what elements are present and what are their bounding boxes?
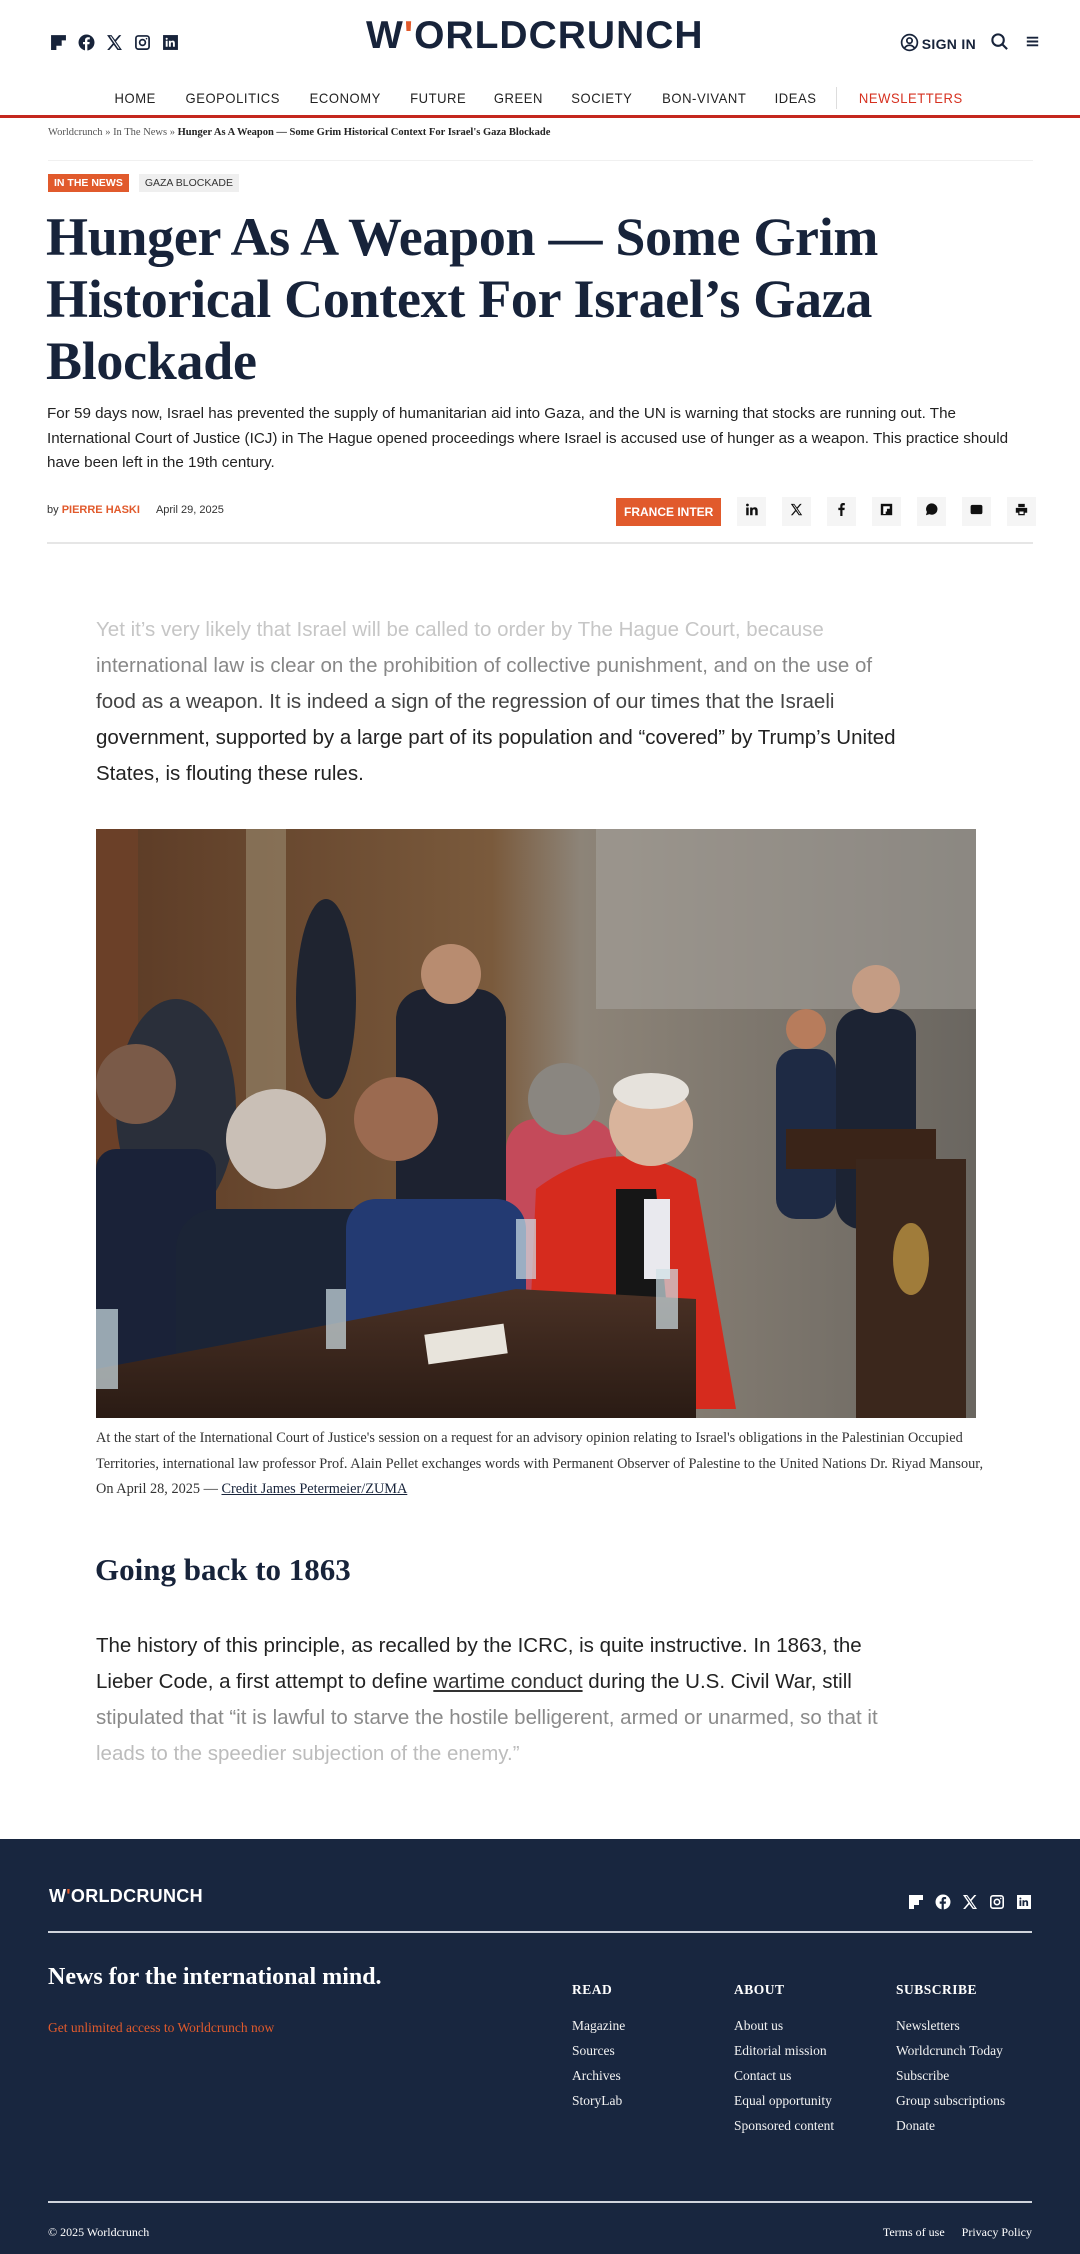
breadcrumb-separator: » <box>105 127 111 138</box>
footer-social-links <box>908 1894 1032 1915</box>
footer-link-equal-opportunity[interactable]: Equal opportunity <box>734 2093 832 2108</box>
paragraph-line: Yet it’s very likely that Israel will be called to order by The Hague Court, because <box>96 618 824 641</box>
share-flipboard-button[interactable] <box>872 497 901 526</box>
facebook-icon <box>835 503 848 521</box>
instagram-icon[interactable] <box>989 1894 1005 1915</box>
logo-accent: ' <box>66 1886 71 1906</box>
nav-item-society[interactable]: SOCIETY <box>571 90 633 106</box>
email-icon <box>970 503 983 521</box>
paragraph-line: leads to the speedier subjection of the enemy.” <box>96 1742 520 1765</box>
paragraph-line: food as a weapon. It is indeed a sign of the regression of our times that the Israeli <box>96 690 835 713</box>
footer-link-sources[interactable]: Sources <box>572 2043 615 2058</box>
nav-item-geopolitics[interactable]: GEOPOLITICS <box>185 90 280 106</box>
share-x-button[interactable] <box>782 497 811 526</box>
courtroom-photo <box>96 829 976 1418</box>
copyright: © 2025 Worldcrunch <box>48 2225 150 2239</box>
footer-link-subscribe[interactable]: Subscribe <box>896 2068 950 2083</box>
whatsapp-icon <box>925 503 938 521</box>
footer-column-heading: SUBSCRIBE <box>896 1982 978 1997</box>
search-icon[interactable] <box>990 32 1009 56</box>
footer-link-storylab[interactable]: StoryLab <box>572 2093 623 2108</box>
footer-column-heading: READ <box>572 1982 613 1997</box>
paragraph-line: government, supported by a large part of its population and “covered” by Trump’s United <box>96 726 896 749</box>
section-heading: Going back to 1863 <box>95 1552 351 1587</box>
facebook-icon[interactable] <box>935 1894 951 1915</box>
article-dek: For 59 days now, Israel has prevented the supply of humanitarian aid into Gaza, and the UN is warning that stocks are running out. The International Court of Justice (ICJ) in The Hague opened proceedings where Israel is accused use of hunger as a weapon. This practice should have been left in the 19th century. <box>47 405 1009 471</box>
nav-item-bon-vivant[interactable]: BON-VIVANT <box>661 90 746 106</box>
logo-accent: ' <box>403 14 415 57</box>
privacy-policy-link[interactable]: Privacy Policy <box>961 2225 1032 2239</box>
linkedin-icon[interactable] <box>1016 1894 1032 1915</box>
nav-divider <box>836 87 837 109</box>
wartime-conduct-link[interactable]: wartime conduct <box>433 1670 583 1693</box>
legal-links <box>883 2225 1032 2240</box>
x-icon <box>790 503 803 521</box>
breadcrumb-home[interactable]: Worldcrunch <box>48 127 103 138</box>
share-bar <box>616 497 1036 526</box>
article-title: Hunger As A Weapon — Some Grim Historical Context For Israel’s Gaza Blockade <box>46 207 879 391</box>
footer-column-read <box>572 1982 625 2113</box>
share-facebook-button[interactable] <box>827 497 856 526</box>
footer-link-group-subscriptions[interactable]: Group subscriptions <box>896 2093 1006 2108</box>
footer-link-about-us[interactable]: About us <box>734 2018 784 2033</box>
tag-gaza-blockade[interactable]: GAZA BLOCKADE <box>139 174 239 192</box>
share-email-button[interactable] <box>962 497 991 526</box>
main-navigation <box>0 86 1080 114</box>
footer-link-donate[interactable]: Donate <box>896 2118 935 2133</box>
divider <box>48 160 1033 161</box>
site-header <box>0 0 1080 80</box>
image-caption <box>96 1426 996 1503</box>
byline-prefix: by <box>47 504 59 516</box>
instagram-icon[interactable] <box>134 34 151 51</box>
menu-icon[interactable] <box>1023 32 1042 56</box>
hero-image[interactable] <box>96 829 976 1418</box>
header-actions <box>900 32 1042 56</box>
x-icon[interactable] <box>962 1894 978 1915</box>
breadcrumb <box>48 127 550 138</box>
nav-item-newsletters[interactable]: NEWSLETTERS <box>859 90 963 106</box>
linkedin-icon <box>745 503 758 521</box>
terms-of-use-link[interactable]: Terms of use <box>882 2225 945 2239</box>
logo-text: ORLDCRUNCH <box>414 14 704 57</box>
print-icon <box>1015 503 1028 521</box>
paragraph-line: States, is flouting these rules. <box>96 762 364 785</box>
sign-in-button[interactable] <box>900 33 976 55</box>
share-linkedin-button[interactable] <box>737 497 766 526</box>
text-run: during the U.S. Civil War, still <box>582 1670 852 1693</box>
share-whatsapp-button[interactable] <box>917 497 946 526</box>
nav-item-ideas[interactable]: IDEAS <box>774 90 817 106</box>
nav-item-future[interactable]: FUTURE <box>409 90 466 106</box>
user-circle-icon <box>900 33 919 55</box>
logo-text: ORLDCRUNCH <box>70 1886 203 1906</box>
flipboard-icon[interactable] <box>908 1894 924 1915</box>
paragraph-line: The history of this principle, as recalled by the ICRC, is quite instructive. In 1863, the <box>96 1634 862 1657</box>
byline <box>47 504 224 516</box>
breadcrumb-current: Hunger As A Weapon — Some Grim Historical Context For Israel's Gaza Blockade <box>177 127 551 138</box>
nav-item-home[interactable]: HOME <box>114 90 157 106</box>
text-run: Lieber Code, a first attempt to define <box>96 1670 434 1693</box>
footer-column-subscribe <box>896 1982 1005 2138</box>
photo-credit-link[interactable]: Credit James Petermeier/ZUMA <box>221 1481 408 1497</box>
footer-link-contact-us[interactable]: Contact us <box>734 2068 792 2083</box>
paragraph-line <box>96 1664 996 1700</box>
site-logo[interactable] <box>366 14 704 58</box>
breadcrumb-separator: » <box>169 127 175 138</box>
footer-column-heading: ABOUT <box>734 1982 785 1997</box>
footer-divider <box>48 1931 1032 1933</box>
footer-link-magazine[interactable]: Magazine <box>572 2018 626 2033</box>
footer-link-worldcrunch-today[interactable]: Worldcrunch Today <box>896 2043 1003 2058</box>
sign-in-label: SIGN IN <box>921 36 976 52</box>
footer-tagline: News for the international mind. <box>48 1964 382 1990</box>
publish-date: April 29, 2025 <box>155 504 224 516</box>
site-footer <box>0 1839 1080 2254</box>
footer-link-sponsored-content[interactable]: Sponsored content <box>734 2118 835 2133</box>
linkedin-icon[interactable] <box>162 34 179 51</box>
flipboard-icon[interactable] <box>50 34 67 51</box>
article-paragraph <box>96 612 996 792</box>
flipboard-icon <box>880 503 893 521</box>
nav-item-economy[interactable]: ECONOMY <box>309 90 382 106</box>
footer-divider <box>48 2201 1032 2203</box>
nav-item-green[interactable]: GREEN <box>493 90 544 106</box>
divider <box>47 542 1033 544</box>
source-badge[interactable]: FRANCE INTER <box>616 498 721 526</box>
footer-link-editorial-mission[interactable]: Editorial mission <box>734 2043 827 2058</box>
footer-link-newsletters[interactable]: Newsletters <box>896 2018 960 2033</box>
nav-underline <box>0 115 1080 118</box>
facebook-icon[interactable] <box>78 34 95 51</box>
breadcrumb-section[interactable]: In The News <box>113 127 168 138</box>
header-social-links <box>50 34 179 51</box>
footer-logo[interactable] <box>49 1886 203 1907</box>
footer-column-about <box>734 1982 834 2138</box>
logo-text: W <box>366 14 404 57</box>
footer-link-archives[interactable]: Archives <box>572 2068 621 2083</box>
tag-in-the-news[interactable]: IN THE NEWS <box>48 174 129 192</box>
paragraph-line: stipulated that “it is lawful to starve the hostile belligerent, armed or unarmed, so that it <box>96 1706 878 1729</box>
x-icon[interactable] <box>106 34 123 51</box>
logo-text: W <box>49 1886 67 1906</box>
article-paragraph <box>96 1628 996 1772</box>
paragraph-line: international law is clear on the prohibition of collective punishment, and on the use of <box>96 654 873 677</box>
subscribe-cta-link[interactable]: Get unlimited access to Worldcrunch now <box>48 2020 275 2035</box>
author-link[interactable]: PIERRE HASKI <box>61 504 140 516</box>
article-tags <box>48 174 239 192</box>
caption-text: At the start of the International Court of Justice's session on a request for an advisory opinion relating to Israel's obligations in the Palestinian Occupied Territories, international law professor Prof. Alain Pellet exchanges words with Permanent Observer of Palestine to the United Nations Dr. Riyad Mansour, On April 28, 2025 — <box>96 1430 984 1497</box>
print-button[interactable] <box>1007 497 1036 526</box>
